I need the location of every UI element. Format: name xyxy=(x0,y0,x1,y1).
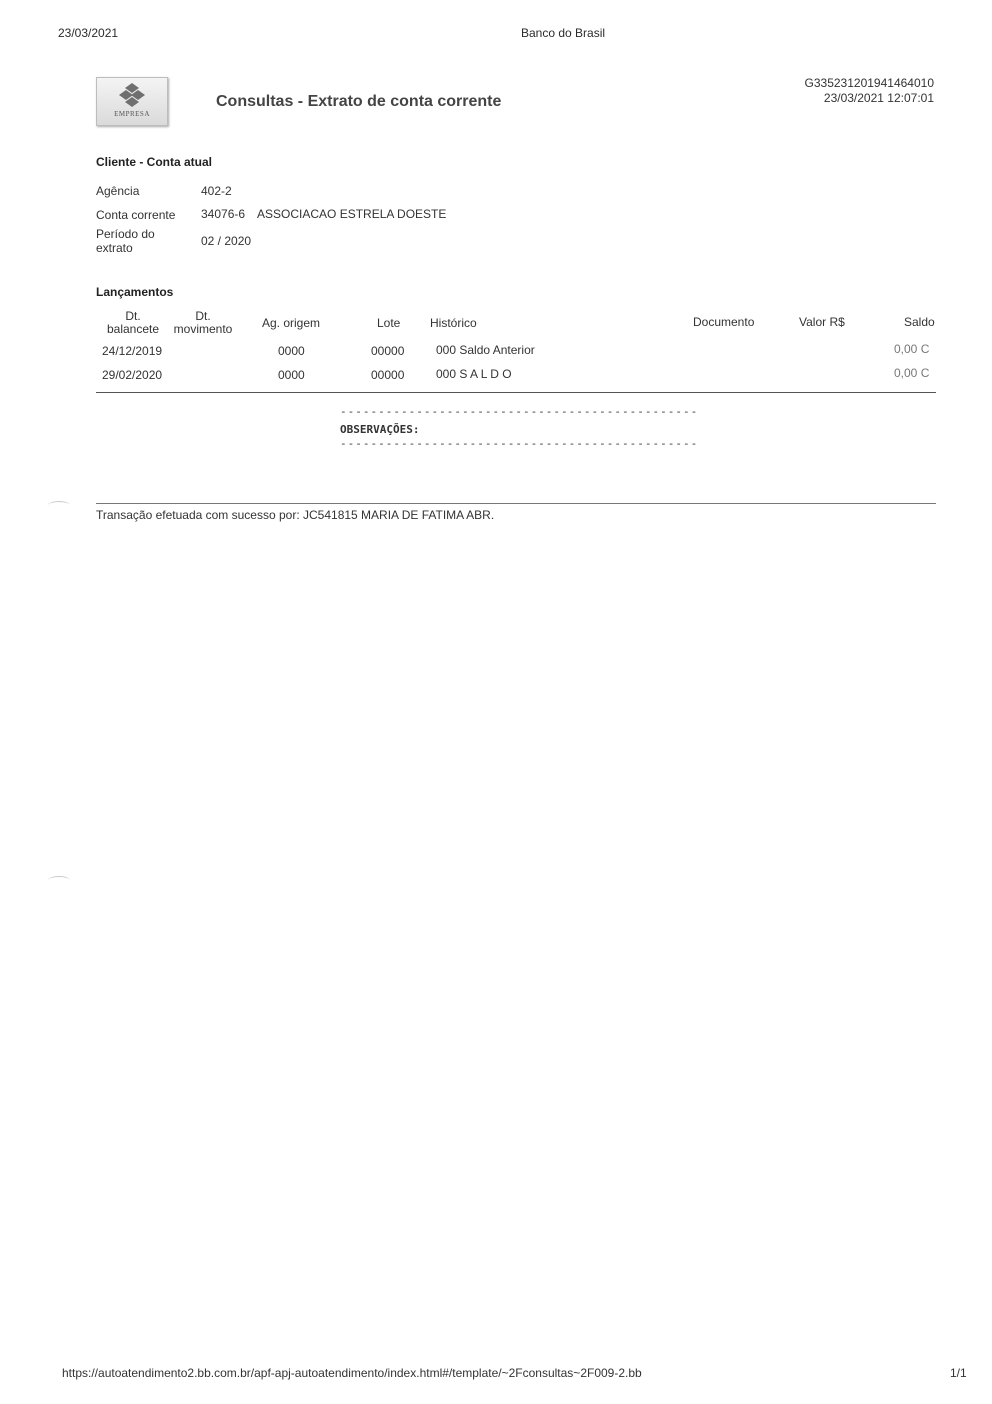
lancamentos-section-title: Lançamentos xyxy=(96,285,174,299)
row-saldo: 0,00 C xyxy=(894,366,930,380)
col-historico: Histórico xyxy=(430,316,477,330)
observacoes-label: OBSERVAÇÕES: xyxy=(340,423,420,436)
row-ag-origem: 0000 xyxy=(278,344,305,358)
row-dt-balancete: 29/02/2020 xyxy=(102,368,163,382)
periodo-label-line1: Período do xyxy=(96,227,155,241)
client-section-title: Cliente - Conta atual xyxy=(96,155,213,169)
row-lote: 00000 xyxy=(371,344,405,358)
col-valor: Valor R$ xyxy=(799,315,845,329)
row-ag-origem: 0000 xyxy=(278,368,305,382)
page-count: 1/1 xyxy=(950,1366,967,1380)
col-ag-origem: Ag. origem xyxy=(262,316,321,330)
document-id-block xyxy=(805,76,934,106)
col-dt-movimento-line1: Dt. xyxy=(195,309,211,323)
observacoes-bottom-dashes: ----------------------------------------------- xyxy=(340,437,699,450)
col-dt-balancete-line2: balancete xyxy=(106,322,160,336)
observacoes-top-dashes: ----------------------------------------------- xyxy=(340,405,699,418)
logo-text: EMPRESA xyxy=(114,110,150,118)
col-dt-balancete xyxy=(104,310,162,336)
col-saldo: Saldo xyxy=(904,315,935,329)
footer-rule xyxy=(96,503,936,504)
row-lote: 00000 xyxy=(371,368,405,382)
col-lote: Lote xyxy=(377,316,401,330)
row-historico: 000 S A L D O xyxy=(436,367,512,381)
document-datetime: 23/03/2021 12:07:01 xyxy=(823,91,934,105)
col-documento: Documento xyxy=(693,315,755,329)
periodo-value: 02 / 2020 xyxy=(201,234,252,248)
periodo-label-line2: extrato xyxy=(96,241,133,255)
col-dt-movimento xyxy=(170,310,236,336)
bank-logo xyxy=(96,77,168,126)
document-code: G335231201941464010 xyxy=(804,76,934,90)
punch-hole-mark xyxy=(48,876,70,885)
periodo-label xyxy=(96,227,155,255)
print-date: 23/03/2021 xyxy=(58,26,119,40)
col-dt-balancete-line1: Dt. xyxy=(125,309,141,323)
row-dt-balancete: 24/12/2019 xyxy=(102,344,163,358)
page-title: Consultas - Extrato de conta corrente xyxy=(216,93,502,110)
row-saldo: 0,00 C xyxy=(894,342,930,356)
transaction-confirmation: Transação efetuada com sucesso por: JC541815 MARIA DE FATIMA ABR. xyxy=(96,508,495,522)
print-site-title: Banco do Brasil xyxy=(521,26,606,40)
account-holder-name: ASSOCIACAO ESTRELA DOESTE xyxy=(257,207,447,221)
conta-corrente-label: Conta corrente xyxy=(96,208,176,222)
col-dt-movimento-line2: movimento xyxy=(173,322,233,336)
table-bottom-rule xyxy=(96,392,936,393)
print-url: https://autoatendimento2.bb.com.br/apf-apj-autoatendimento/index.html#/template/~2Fconsultas~2F009-2.bb xyxy=(62,1366,642,1380)
bb-symbol-icon xyxy=(117,82,147,108)
conta-corrente-value: 34076-6 xyxy=(201,207,246,221)
agencia-label: Agência xyxy=(96,184,140,198)
row-historico: 000 Saldo Anterior xyxy=(436,343,535,357)
punch-hole-mark xyxy=(48,501,70,510)
agencia-value: 402-2 xyxy=(201,184,232,198)
